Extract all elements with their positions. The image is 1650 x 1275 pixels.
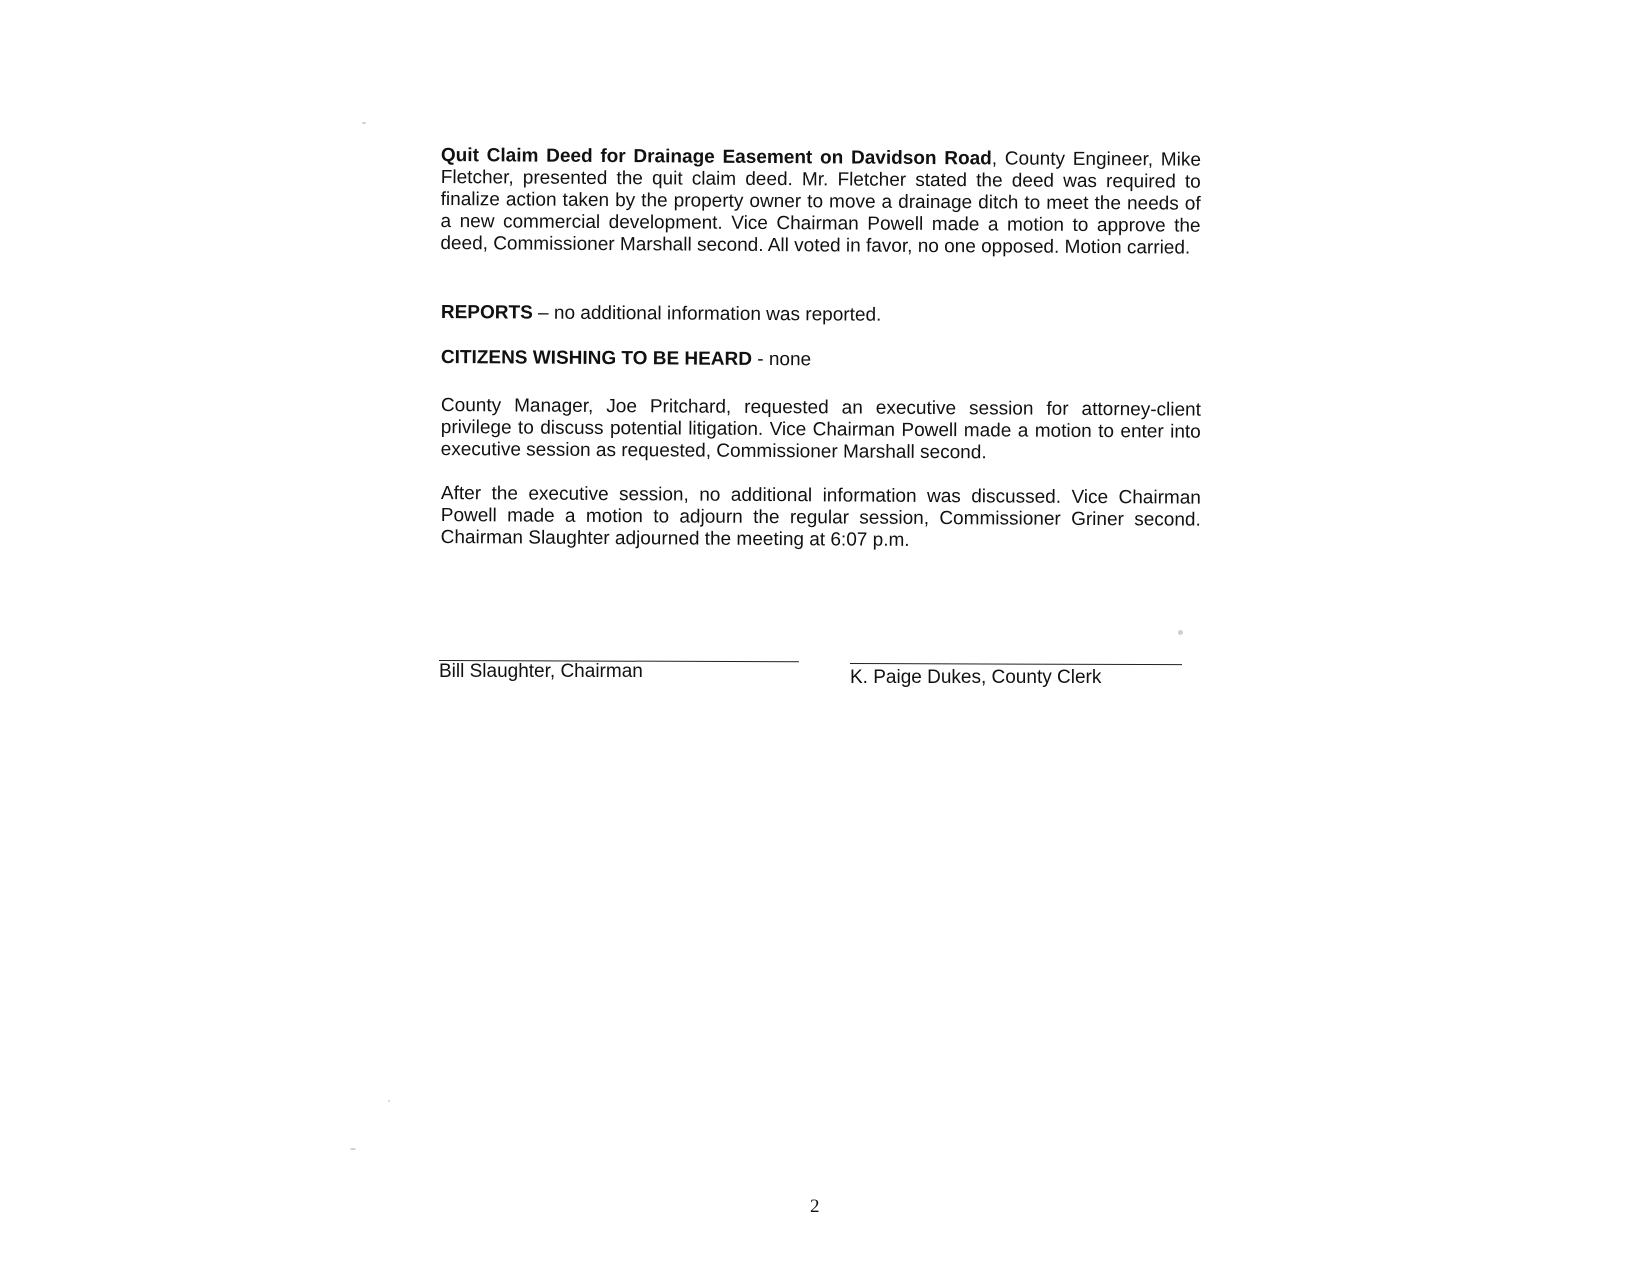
paragraph-citizens	[441, 347, 1201, 374]
clerk-signature-line	[850, 663, 1182, 665]
quit-claim-text: , County Engineer, Mike Fletcher, presented the quit claim deed. Mr. Fletcher stated the deed was required to finalize action taken by the property owner to move a drainage ditch to meet the needs of a new commercial development. Vice Chairman Powell made a motion to approve the deed, Commissioner Marshall second. All voted in favor, no one opposed. Motion carried.	[440, 148, 1201, 259]
clerk-signature-name: K. Paige Dukes, County Clerk	[850, 667, 1102, 688]
quit-claim-heading: Quit Claim Deed for Drainage Easement on Davidson Road	[440, 145, 992, 170]
citizens-text: - none	[751, 348, 812, 371]
scan-speck	[1178, 630, 1183, 635]
scan-speck	[350, 1148, 356, 1150]
paragraph-reports	[441, 302, 1201, 329]
scan-speck	[388, 1100, 390, 1102]
paragraph-quit-claim-deed	[440, 145, 1201, 260]
scan-speck	[362, 122, 366, 124]
paragraph-adjournment: After the executive session, no additional information was discussed. Vice Chairman Powell made a motion to adjourn the regular session, Commissioner Griner second. Chairman Slaughter adjourned the meeting at 6:07 p.m.	[440, 483, 1201, 551]
citizens-heading: CITIZENS WISHING TO BE HEARD	[440, 347, 753, 370]
page-number: 2	[810, 1196, 820, 1217]
paragraph-executive-session-request: County Manager, Joe Pritchard, requested an executive session for attorney-client privilege to discuss potential litigation. Vice Chairman Powell made a motion to enter into executive session as requested, Commissioner Marshall second.	[440, 395, 1201, 464]
reports-text: – no additional information was reported.	[532, 302, 882, 326]
chairman-signature-name: Bill Slaughter, Chairman	[439, 661, 643, 682]
reports-heading: REPORTS	[440, 302, 533, 324]
